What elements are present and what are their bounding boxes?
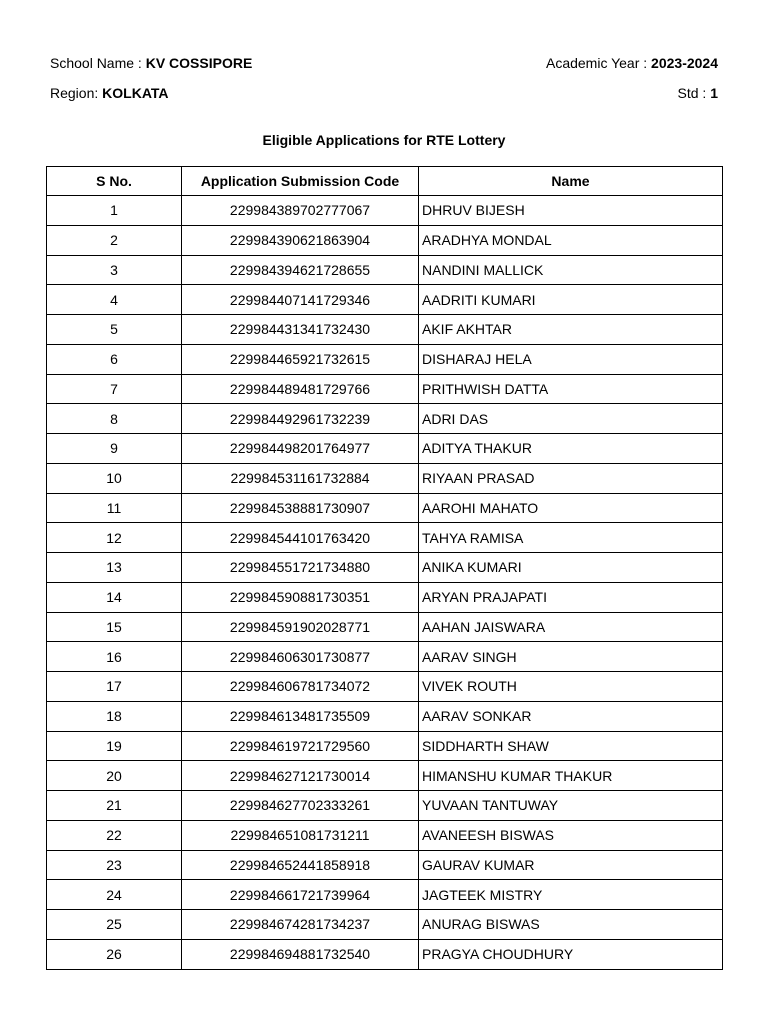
cell-sno: 5: [47, 315, 182, 345]
cell-application-code: 229984465921732615: [182, 344, 419, 374]
region-line: [50, 85, 169, 101]
table-row: [47, 791, 723, 821]
cell-application-code: 229984407141729346: [182, 285, 419, 315]
cell-application-code: 229984651081731211: [182, 820, 419, 850]
cell-name: AADRITI KUMARI: [419, 285, 723, 315]
cell-sno: 10: [47, 463, 182, 493]
cell-name: ANIKA KUMARI: [419, 553, 723, 583]
academic-year-label: Academic Year :: [545, 55, 652, 71]
cell-name: AARAV SINGH: [419, 642, 723, 672]
table-row: [47, 434, 723, 464]
cell-name: ANURAG BISWAS: [419, 910, 723, 940]
cell-sno: 15: [47, 612, 182, 642]
cell-name: JAGTEEK MISTRY: [419, 880, 723, 910]
cell-name: DISHARAJ HELA: [419, 344, 723, 374]
cell-sno: 12: [47, 523, 182, 553]
document-title: Eligible Applications for RTE Lottery: [262, 132, 506, 148]
table-row: [47, 612, 723, 642]
cell-sno: 3: [47, 255, 182, 285]
table-row: [47, 463, 723, 493]
cell-application-code: 229984627702333261: [182, 791, 419, 821]
cell-sno: 1: [47, 196, 182, 226]
table-row: [47, 255, 723, 285]
cell-sno: 11: [47, 493, 182, 523]
table-row: [47, 939, 723, 969]
table-row: [47, 225, 723, 255]
cell-sno: 26: [47, 939, 182, 969]
cell-application-code: 229984613481735509: [182, 701, 419, 731]
school-name-line: [50, 55, 252, 71]
cell-name: ADITYA THAKUR: [419, 434, 723, 464]
cell-application-code: 229984591902028771: [182, 612, 419, 642]
cell-application-code: 229984531161732884: [182, 463, 419, 493]
applications-table: [46, 166, 723, 970]
cell-application-code: 229984389702777067: [182, 196, 419, 226]
cell-name: HIMANSHU KUMAR THAKUR: [419, 761, 723, 791]
cell-name: AAHAN JAISWARA: [419, 612, 723, 642]
cell-application-code: 229984544101763420: [182, 523, 419, 553]
table-row: [47, 731, 723, 761]
table-row: [47, 582, 723, 612]
cell-sno: 4: [47, 285, 182, 315]
cell-application-code: 229984538881730907: [182, 493, 419, 523]
table-row: [47, 880, 723, 910]
school-name-label: School Name :: [50, 55, 146, 71]
cell-sno: 23: [47, 850, 182, 880]
column-header-code: Application Submission Code: [182, 167, 419, 196]
table-row: [47, 315, 723, 345]
cell-application-code: 229984492961732239: [182, 404, 419, 434]
std-label: Std :: [677, 85, 711, 101]
table-row: [47, 820, 723, 850]
cell-name: AKIF AKHTAR: [419, 315, 723, 345]
cell-application-code: 229984489481729766: [182, 374, 419, 404]
cell-application-code: 229984394621728655: [182, 255, 419, 285]
table-row: [47, 404, 723, 434]
cell-name: AVANEESH BISWAS: [419, 820, 723, 850]
academic-year-line: [546, 55, 718, 71]
cell-application-code: 229984590881730351: [182, 582, 419, 612]
cell-name: AAROHI MAHATO: [419, 493, 723, 523]
cell-sno: 13: [47, 553, 182, 583]
cell-name: PRITHWISH DATTA: [419, 374, 723, 404]
cell-sno: 20: [47, 761, 182, 791]
table-row: [47, 344, 723, 374]
cell-application-code: 229984619721729560: [182, 731, 419, 761]
cell-name: TAHYA RAMISA: [419, 523, 723, 553]
cell-application-code: 229984390621863904: [182, 225, 419, 255]
table-row: [47, 642, 723, 672]
column-header-sno: S No.: [47, 167, 182, 196]
cell-sno: 7: [47, 374, 182, 404]
academic-year-value: 2023-2024: [651, 55, 718, 71]
cell-sno: 25: [47, 910, 182, 940]
std-value: 1: [710, 85, 718, 101]
cell-sno: 6: [47, 344, 182, 374]
cell-name: RIYAAN PRASAD: [419, 463, 723, 493]
school-name-value: KV COSSIPORE: [145, 55, 253, 71]
cell-sno: 2: [47, 225, 182, 255]
cell-name: PRAGYA CHOUDHURY: [419, 939, 723, 969]
table-row: [47, 761, 723, 791]
region-label: Region:: [50, 85, 103, 101]
table-row: [47, 285, 723, 315]
cell-sno: 14: [47, 582, 182, 612]
cell-name: VIVEK ROUTH: [419, 672, 723, 702]
table-header-row: [47, 167, 723, 196]
cell-name: GAURAV KUMAR: [419, 850, 723, 880]
table-row: [47, 701, 723, 731]
cell-sno: 22: [47, 820, 182, 850]
cell-name: SIDDHARTH SHAW: [419, 731, 723, 761]
cell-sno: 24: [47, 880, 182, 910]
cell-name: NANDINI MALLICK: [419, 255, 723, 285]
table-row: [47, 910, 723, 940]
cell-application-code: 229984498201764977: [182, 434, 419, 464]
table-body: [47, 196, 723, 970]
cell-name: ARYAN PRAJAPATI: [419, 582, 723, 612]
cell-application-code: 229984606781734072: [182, 672, 419, 702]
cell-application-code: 229984606301730877: [182, 642, 419, 672]
cell-name: ADRI DAS: [419, 404, 723, 434]
cell-sno: 21: [47, 791, 182, 821]
table-row: [47, 374, 723, 404]
table-row: [47, 196, 723, 226]
table-row: [47, 850, 723, 880]
cell-sno: 17: [47, 672, 182, 702]
table-row: [47, 493, 723, 523]
cell-application-code: 229984431341732430: [182, 315, 419, 345]
cell-name: AARAV SONKAR: [419, 701, 723, 731]
cell-application-code: 229984674281734237: [182, 910, 419, 940]
cell-sno: 19: [47, 731, 182, 761]
cell-sno: 18: [47, 701, 182, 731]
cell-application-code: 229984694881732540: [182, 939, 419, 969]
column-header-name: Name: [419, 167, 723, 196]
cell-application-code: 229984661721739964: [182, 880, 419, 910]
cell-application-code: 229984551721734880: [182, 553, 419, 583]
std-line: [678, 85, 718, 101]
cell-sno: 16: [47, 642, 182, 672]
cell-name: ARADHYA MONDAL: [419, 225, 723, 255]
cell-name: YUVAAN TANTUWAY: [419, 791, 723, 821]
cell-sno: 9: [47, 434, 182, 464]
table-row: [47, 553, 723, 583]
table-row: [47, 672, 723, 702]
region-value: KOLKATA: [102, 85, 169, 101]
cell-sno: 8: [47, 404, 182, 434]
cell-application-code: 229984652441858918: [182, 850, 419, 880]
cell-name: DHRUV BIJESH: [419, 196, 723, 226]
cell-application-code: 229984627121730014: [182, 761, 419, 791]
table-row: [47, 523, 723, 553]
